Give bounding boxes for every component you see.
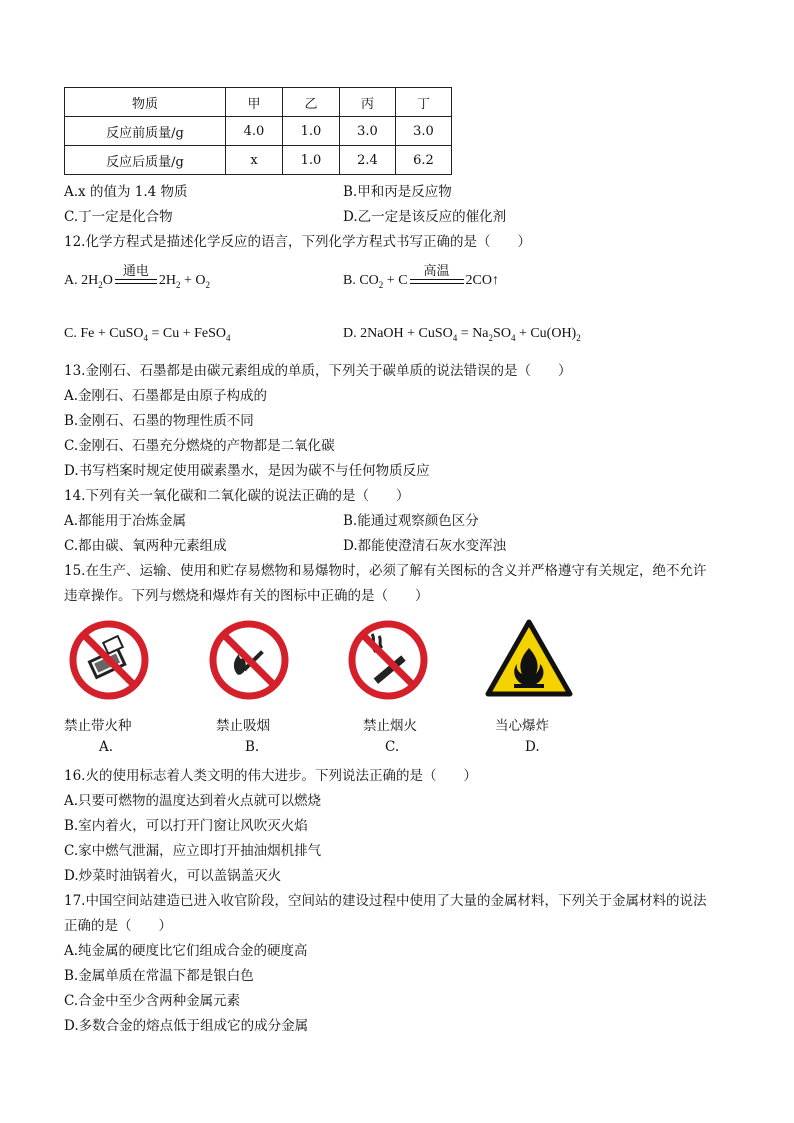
no-matches-icon <box>67 618 151 706</box>
equation-a: A. $2H_2O$ 通电 $2H_2 + O_2$ <box>64 273 210 290</box>
option-d: D.多数合金的熔点低于组成它的成分金属 <box>64 1018 309 1034</box>
table-cell: 2.4 <box>340 146 396 175</box>
table-header-cell: 乙 <box>283 88 340 117</box>
equation-c: C. Fe + CuSO$_4$ = Cu + FeSO$_4$ <box>64 326 231 343</box>
option-a: A.金刚石、石墨都是由原子构成的 <box>64 388 268 404</box>
table-header-cell: 甲 <box>226 88 283 117</box>
question-stem: 14.下列有关一氧化碳和二氧化碳的说法正确的是（ ） <box>64 488 410 504</box>
option-c: C.金刚石、石墨充分燃烧的产物都是二氧化碳 <box>64 438 335 454</box>
option-d: D.书写档案时规定使用碳素墨水，是因为碳不与任何物质反应 <box>64 463 430 479</box>
table-cell: 反应前质量/g <box>65 117 226 146</box>
table-header-row <box>65 88 452 117</box>
table-cell: 6.2 <box>396 146 452 175</box>
icon-label: 禁止吸烟 <box>216 718 270 734</box>
condition-label: 高温 <box>423 262 450 278</box>
question-stem: 13.金刚石、石墨都是由碳元素组成的单质，下列关于碳单质的说法错误的是（ ） <box>64 363 572 379</box>
question-stem: 15.在生产、运输、使用和贮存易燃物和易爆物时，必须了解有关图标的含义并严格遵守有关规定，绝不允许 <box>64 563 707 579</box>
table-row <box>65 146 452 175</box>
reaction-condition <box>408 262 466 288</box>
icon-letter: A. <box>99 739 114 755</box>
question-stem: 违章操作。下列与燃烧和爆炸有关的图标中正确的是（ ） <box>64 588 429 604</box>
table-cell: 1.0 <box>283 117 340 146</box>
option-a: A.都能用于冶炼金属 <box>64 513 187 529</box>
option-d: D.乙一定是该反应的催化剂 <box>343 209 507 225</box>
icon-letter: C. <box>385 739 400 755</box>
table-cell: 3.0 <box>340 117 396 146</box>
equation-b: B. $CO_2 + C$ 高温 2CO↑ <box>343 273 499 290</box>
option-a: A.x 的值为 1.4 物质 <box>64 184 188 200</box>
option-d: D.都能使澄清石灰水变浑浊 <box>343 538 507 554</box>
option-b: B.金属单质在常温下都是银白色 <box>64 968 254 984</box>
option-c: C.丁一定是化合物 <box>64 209 173 225</box>
table-row <box>65 117 452 146</box>
mass-table <box>64 87 452 175</box>
table-cell: 反应后质量/g <box>65 146 226 175</box>
icon-label: 当心爆炸 <box>495 718 549 734</box>
icon-letter: B. <box>245 739 260 755</box>
question-stem: 正确的是（ ） <box>64 918 172 934</box>
no-smoking-icon <box>346 618 430 706</box>
option-d: D.炒菜时油锅着火，可以盖锅盖灭火 <box>64 868 282 884</box>
question-stem: 17.中国空间站建造已进入收官阶段，空间站的建设过程中使用了大量的金属材料，下列关于金属材料的说法 <box>64 893 707 909</box>
table-cell: 1.0 <box>283 146 340 175</box>
option-b: B.金刚石、石墨的物理性质不同 <box>64 413 254 429</box>
table-cell: x <box>226 146 283 175</box>
table-header-cell: 丁 <box>396 88 452 117</box>
reaction-condition <box>113 262 159 288</box>
table-header-cell: 丙 <box>340 88 396 117</box>
option-b: B.甲和丙是反应物 <box>343 184 452 200</box>
option-c: C.家中燃气泄漏，应立即打开抽油烟机排气 <box>64 843 322 859</box>
condition-label: 通电 <box>122 262 149 278</box>
icon-letter: D. <box>525 739 540 755</box>
icon-label: 禁止烟火 <box>363 718 417 734</box>
question-stem: 16.火的使用标志着人类文明的伟大进步。下列说法正确的是（ ） <box>64 768 477 784</box>
question-stem: 12.化学方程式是描述化学反应的语言，下列化学方程式书写正确的是（ ） <box>64 234 531 250</box>
no-open-flame-icon <box>207 618 291 706</box>
table-cell: 4.0 <box>226 117 283 146</box>
table-cell: 3.0 <box>396 117 452 146</box>
option-c: C.都由碳、氧两种元素组成 <box>64 538 227 554</box>
option-b: B.能通过观察颜色区分 <box>343 513 479 529</box>
option-b: B.室内着火，可以打开门窗让风吹灭火焰 <box>64 818 308 834</box>
option-a: A.纯金属的硬度比它们组成合金的硬度高 <box>64 943 308 959</box>
equation-d: D. 2NaOH + CuSO$_4$ = $Na_2SO_4 + Cu(OH)_2$ <box>343 326 581 343</box>
icon-label: 禁止带火种 <box>64 718 132 734</box>
option-a: A.只要可燃物的温度达到着火点就可以燃烧 <box>64 793 322 809</box>
table-header-cell: 物质 <box>65 88 226 117</box>
flammable-warning-icon <box>484 618 574 702</box>
option-c: C.合金中至少含两种金属元素 <box>64 993 241 1009</box>
